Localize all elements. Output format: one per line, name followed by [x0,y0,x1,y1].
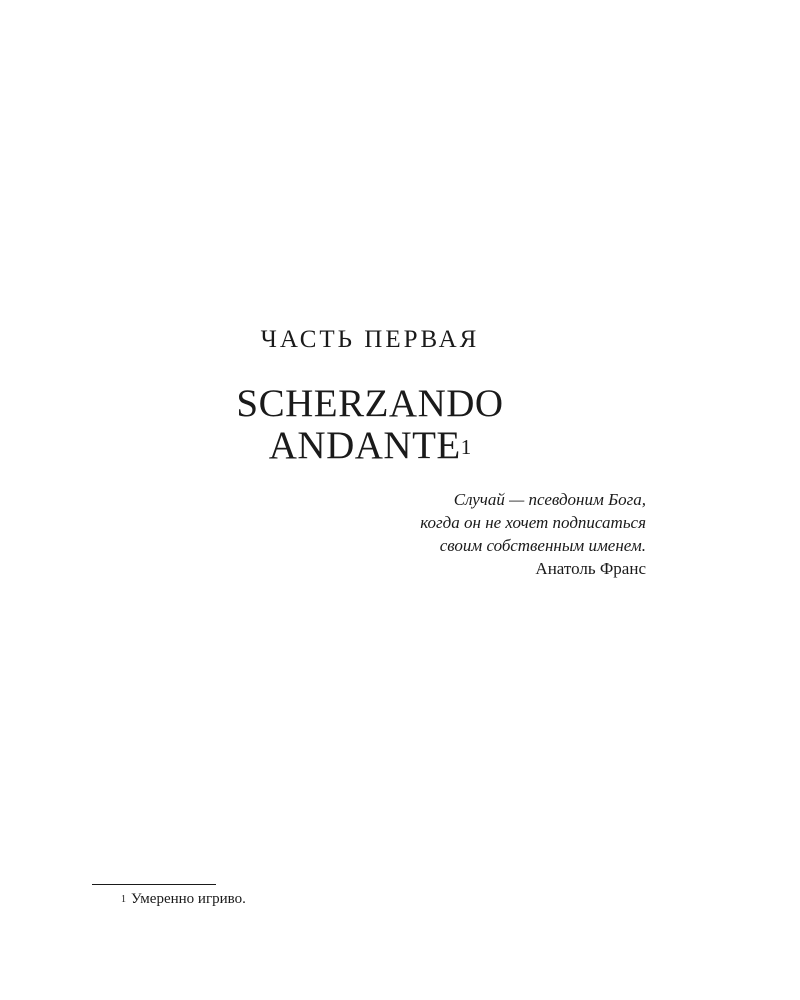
footnote-mark: 1 [121,894,126,905]
footnote-divider [92,884,216,885]
epigraph-author: Анатоль Франс [535,559,646,578]
chapter-title [0,383,740,467]
footnote-text: Умеренно игриво. [131,891,246,907]
epigraph [420,488,646,580]
epigraph-line-1: Случай — псевдоним Бога, [453,490,646,509]
title-line-2 [0,425,740,467]
part-heading: ЧАСТЬ ПЕРВАЯ [260,326,480,353]
footnote-reference: 1 [460,435,472,459]
title-line-1: SCHERZANDO [236,382,504,425]
epigraph-line-3: своим собственным именем. [439,536,646,555]
epigraph-line-2: когда он не хочет подписаться [420,513,646,532]
footnote [121,889,246,909]
title-line-2-text: ANDANTE [268,424,461,467]
